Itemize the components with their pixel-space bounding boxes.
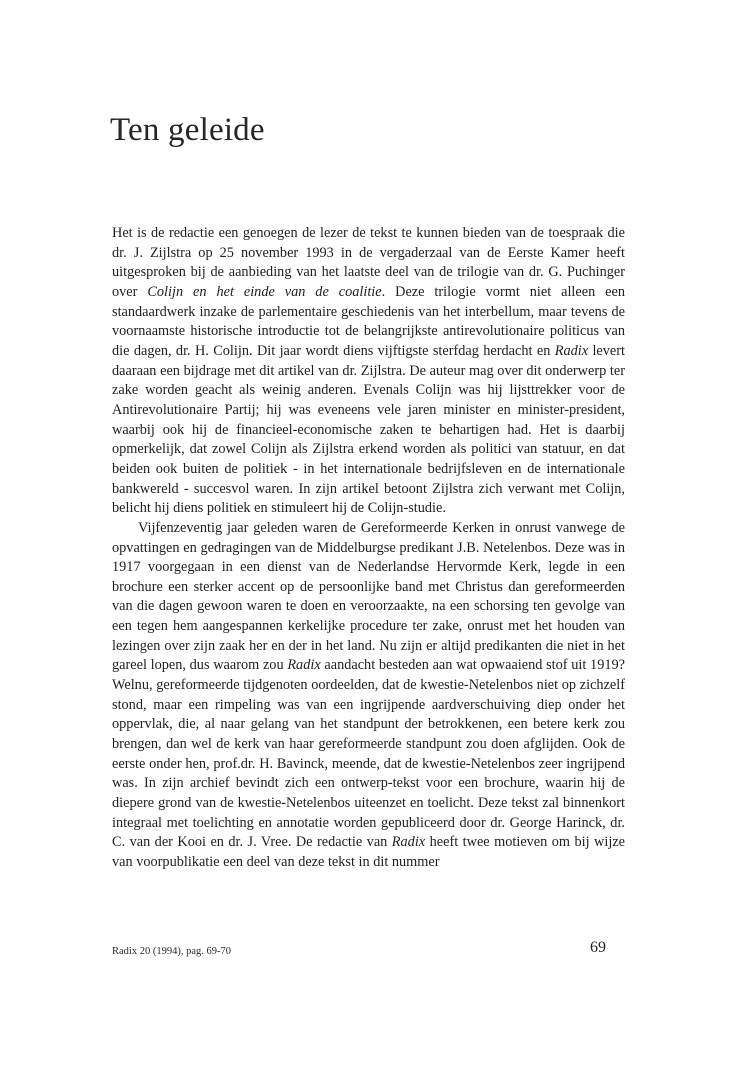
paragraph-1-italic-run: Radix bbox=[554, 342, 589, 359]
paragraph-1-text-run: . Deze trilogie vormt niet alleen een standaardwerk inzake de parlementaire geschiedenis van het interbellum, maar tevens de voornaamste historische introductie tot de belangrijkste antirevolutionaire politicus van die dagen, dr. H. Colijn. Dit jaar wordt diens vijftigste sterfdag herdacht en bbox=[112, 283, 625, 359]
paragraph-2-text-run: heeft twee motieven om bij wijze van voorpublikatie een deel van deze tekst in dit nummer bbox=[112, 834, 626, 870]
paragraph-2-text-run: aandacht besteden aan wat opwaaiend stof uit 1919? Welnu, gereformeerde tijdgenoten oordeelden, dat de kwestie-Netelenbos niet op zichzelf stond, maar een rimpeling was van een ingrijpende aardverschuiving diep onder het oppervlak, die, al naar gelang van het standpunt der betrokkenen, een betere kerk zou brengen, dan wel de kerk van haar gereformeerde standpunt zou doen afglijden. Ook de eerste onder hen, prof.dr. H. Bavinck, meende, dat de kwestie-Netelenbos zeer ingrijpend was. In zijn archief bevindt zich een ontwerp-tekst voor een brochure, waarin hij de diepere grond van de kwestie-Netelenbos uiteenzet en toelicht. Deze tekst zal binnenkort integraal met toelichting en annotatie worden gepubliceerd door dr. George Harinck, dr. C. van der Kooi en dr. J. Vree. De redactie van bbox=[112, 657, 625, 851]
paragraph-2-text-run: Vijfenzeventig jaar geleden waren de Gereformeerde Kerken in onrust vanwege de opvattingen en gedragingen van de Middelburgse predikant J.B. Netelenbos. Deze was in 1917 voorgegaan in een dienst van de Nederlandse Hervormde Kerk, legde in een brochure een sterker accent op de persoonlijke band met Christus dan gereformeerden van die dagen gewoon waren te doen en veroorzaakte, na een schorsing ten gevolge van een tegen hem aangespannen kerkelijke procedure ter zake, onrust met het houden van lezingen over zijn zaak her en der in het land. Nu zijn er altijd predikanten die niet in het gareel lopen, dus waarom zou bbox=[112, 519, 625, 674]
paragraph-2-italic-run: Radix bbox=[391, 834, 426, 851]
paragraph-2 bbox=[112, 519, 625, 873]
page-number: 69 bbox=[590, 939, 606, 956]
paragraph-1-text-run: Het is de redactie een genoegen de lezer de tekst te kunnen bieden van de toespraak die dr. J. Zijlstra op 25 november 1993 in de vergaderzaal van de Eerste Kamer heeft uitgesproken bij de aanbieding van het laatste deel van de trilogie van dr. G. Puchinger over bbox=[112, 225, 625, 300]
paragraph-1 bbox=[112, 224, 625, 519]
paragraph-1-italic-run: Colijn en het einde van de coalitie bbox=[147, 283, 382, 300]
body-text bbox=[112, 224, 625, 873]
paragraph-2-italic-run: Radix bbox=[287, 657, 321, 674]
footer-source: Radix 20 (1994), pag. 69-70 bbox=[112, 946, 231, 957]
page-title: Ten geleide bbox=[110, 112, 265, 148]
paragraph-1-text-run: levert daaraan een bijdrage met dit artikel van dr. Zijlstra. De auteur mag over dit onderwerp ter zake worden geacht als weinig anderen. Evenals Colijn was hij lijsttrekker voor de Antirevolutionaire Partij; hij was eveneens vele jaren minister en minister-president, waarbij ook hij de financieel-economische zaken te behartigen had. Het is daarbij opmerkelijk, dat zowel Colijn als Zijlstra erkend worden als politici van statuur, en dat beiden ook buiten de politiek - in het internationale bedrijfsleven en de internationale bankwereld - succesvol waren. In zijn artikel betoont Zijlstra zich verwant met Colijn, belicht hij diens politiek en stimuleert hij de Colijn-studie. bbox=[112, 342, 625, 517]
